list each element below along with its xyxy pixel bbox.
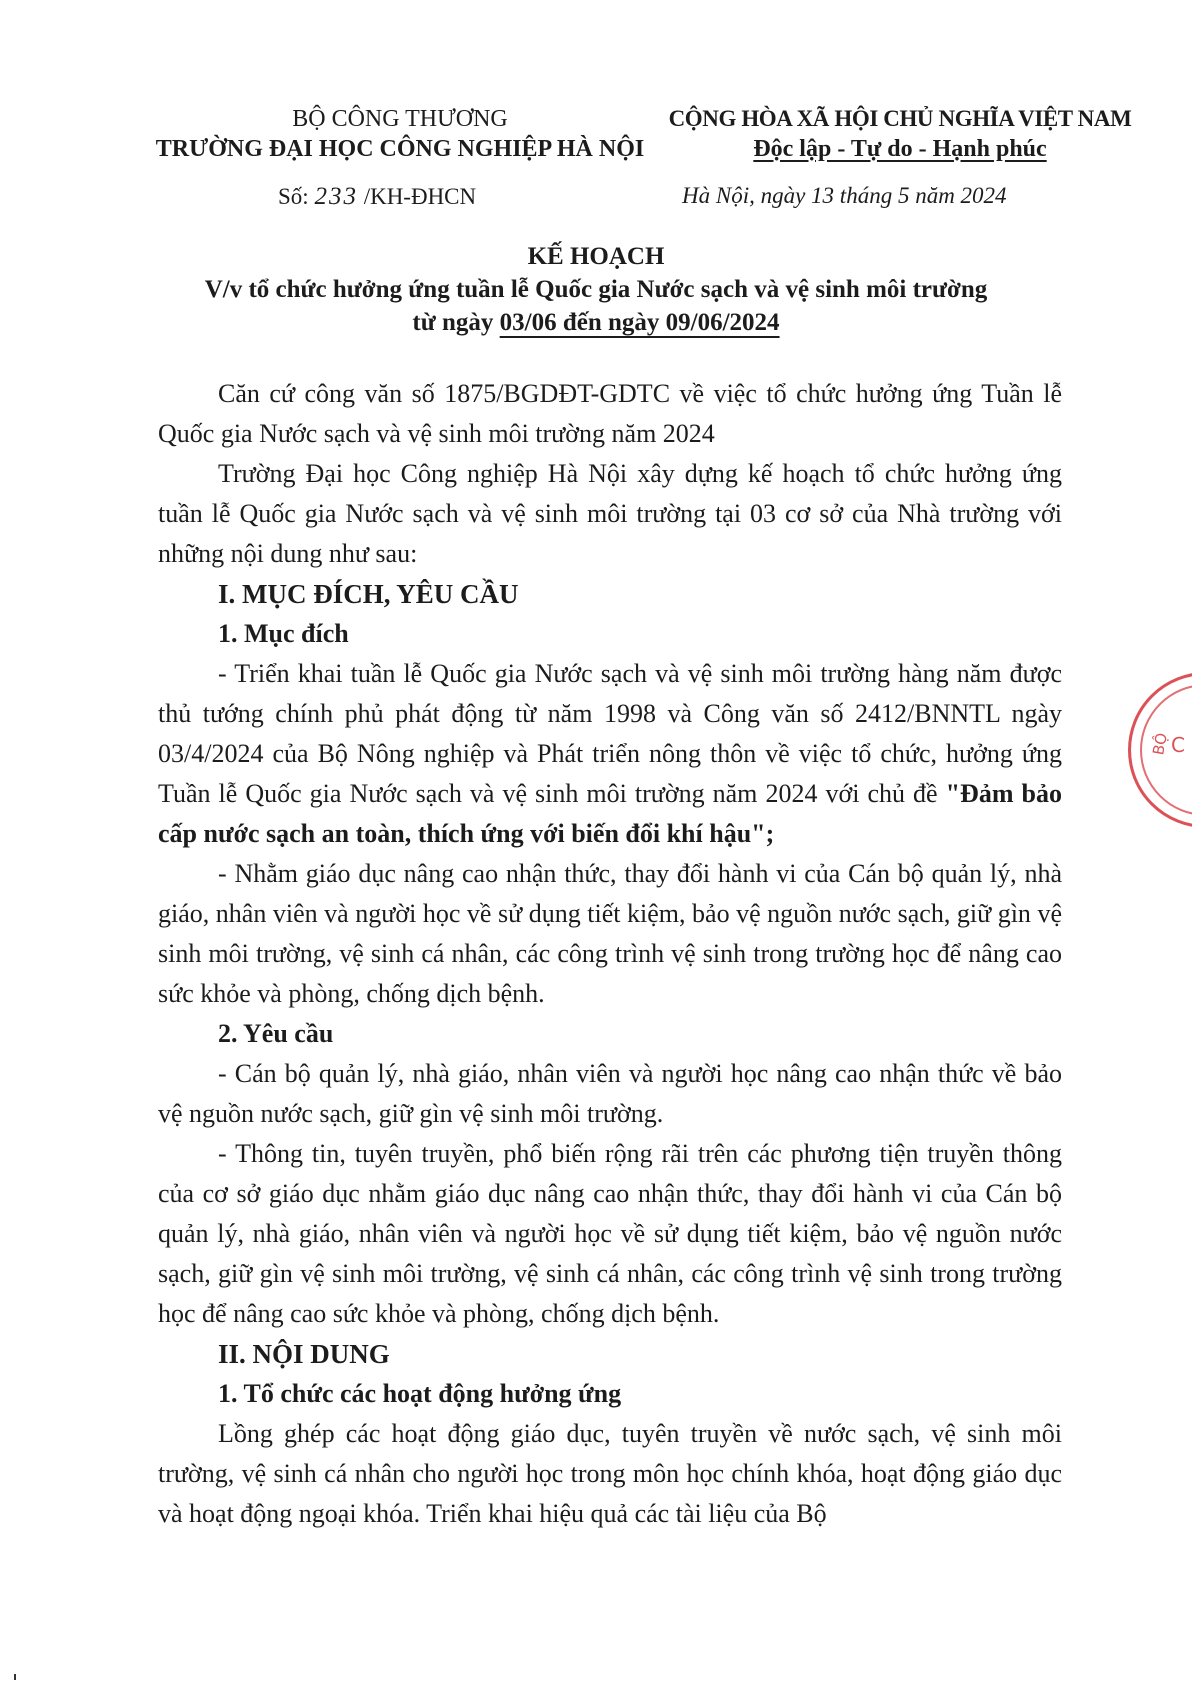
university-name: TRƯỜNG ĐẠI HỌC CÔNG NGHIỆP HÀ NỘI — [155, 136, 645, 162]
ministry-name: BỘ CÔNG THƯƠNG — [292, 106, 508, 132]
stamp-inner-text: C — [1171, 733, 1185, 757]
document-number-suffix: /KH-ĐHCN — [363, 184, 477, 209]
document-body — [158, 374, 1062, 1534]
paragraph-intro: Trường Đại học Công nghiệp Hà Nội xây dựng kế hoạch tổ chức hưởng ứng tuần lễ Quốc gia Nước sạch và vệ sinh môi trường tại 03 cơ sở của Nhà trường với những nội dung như sau: — [158, 459, 1062, 568]
document-title: KẾ HOẠCH — [527, 243, 665, 270]
period-prefix: từ ngày — [412, 309, 500, 336]
red-seal-stamp — [1128, 672, 1192, 828]
national-header — [650, 104, 1150, 164]
national-motto: Độc lập - Tự do - Hạnh phúc — [753, 136, 1047, 162]
country-name: CỘNG HÒA XÃ HỘI CHỦ NGHĨA VIỆT NAM — [668, 106, 1132, 131]
paragraph-legal-basis: Căn cứ công văn số 1875/BGDĐT-GDTC về việc tổ chức hưởng ứng Tuần lễ Quốc gia Nước sạch và vệ sinh môi trường năm 2024 — [158, 379, 1062, 448]
section-heading-content: II. NỘI DUNG — [218, 1339, 390, 1369]
section-heading-purpose-requirements: I. MỤC ĐÍCH, YÊU CẦU — [218, 579, 519, 609]
stamp-arc-text: BỘ — [1149, 731, 1171, 757]
paragraph-purpose-2: - Nhằm giáo dục nâng cao nhận thức, thay đổi hành vi của Cán bộ quản lý, nhà giáo, nhân viên và người học về sử dụng tiết kiệm, bảo vệ nguồn nước sạch, giữ gìn vệ sinh môi trường, vệ sinh cá nhân, các công trình vệ sinh trong trường học để nâng cao sức khỏe và phòng, chống dịch bệnh. — [158, 859, 1062, 1008]
paragraph-activities: Lồng ghép các hoạt động giáo dục, tuyên truyền về nước sạch, vệ sinh môi trường, vệ sinh cá nhân cho người học trong môn học chính khóa, hoạt động giáo dục và hoạt động ngoại khóa. Triển khai hiệu quả các tài liệu của Bộ — [158, 1419, 1062, 1528]
subheading-purpose: 1. Mục đích — [218, 619, 349, 648]
subheading-activities: 1. Tổ chức các hoạt động hưởng ứng — [218, 1379, 622, 1408]
paragraph-requirement-2: - Thông tin, tuyên truyền, phổ biến rộng rãi trên các phương tiện truyền thông của cơ sở giáo dục nhằm giáo dục nâng cao nhận thức, thay đổi hành vi của Cán bộ quản lý, nhà giáo, nhân viên và người học về sử dụng tiết kiệm, bảo vệ nguồn nước sạch, giữ gìn vệ sinh môi trường, vệ sinh cá nhân, các công trình vệ sinh trong trường học để nâng cao sức khỏe và phòng, chống dịch bệnh. — [158, 1139, 1062, 1328]
purpose-1-text: - Triển khai tuần lễ Quốc gia Nước sạch và vệ sinh môi trường hàng năm được thủ tướng chính phủ phát động từ năm 1998 và Công văn số 2412/BNNTL ngày 03/4/2024 của Bộ Nông nghiệp và Phát triển nông thôn về việc tổ chức, hưởng ứng Tuần lễ Quốc gia Nước sạch và vệ sinh môi trường năm 2024 với chủ đề — [158, 659, 1062, 808]
scan-mark — [14, 1674, 16, 1680]
place-date: Hà Nội, ngày 13 tháng 5 năm 2024 — [682, 183, 1007, 208]
document-number — [278, 183, 476, 211]
subheading-requirements: 2. Yêu cầu — [218, 1019, 334, 1048]
period-dates: 03/06 đến ngày 09/06/2024 — [499, 309, 780, 336]
document-number-prefix: Số: — [278, 184, 309, 209]
paragraph-purpose-1 — [158, 654, 1062, 854]
document-period — [0, 309, 1192, 337]
paragraph-requirement-1: - Cán bộ quản lý, nhà giáo, nhân viên và người học nâng cao nhận thức về bảo vệ nguồn nước sạch, giữ gìn vệ sinh môi trường. — [158, 1059, 1062, 1128]
document-subject: V/v tổ chức hưởng ứng tuần lễ Quốc gia Nước sạch và vệ sinh môi trường — [204, 276, 988, 303]
issuer-header — [150, 104, 650, 164]
purpose-1-theme: "Đảm bảo cấp nước sạch an toàn, thích ứng với biến đổi khí hậu"; — [158, 779, 1062, 848]
document-number-value: 233 — [314, 183, 358, 210]
